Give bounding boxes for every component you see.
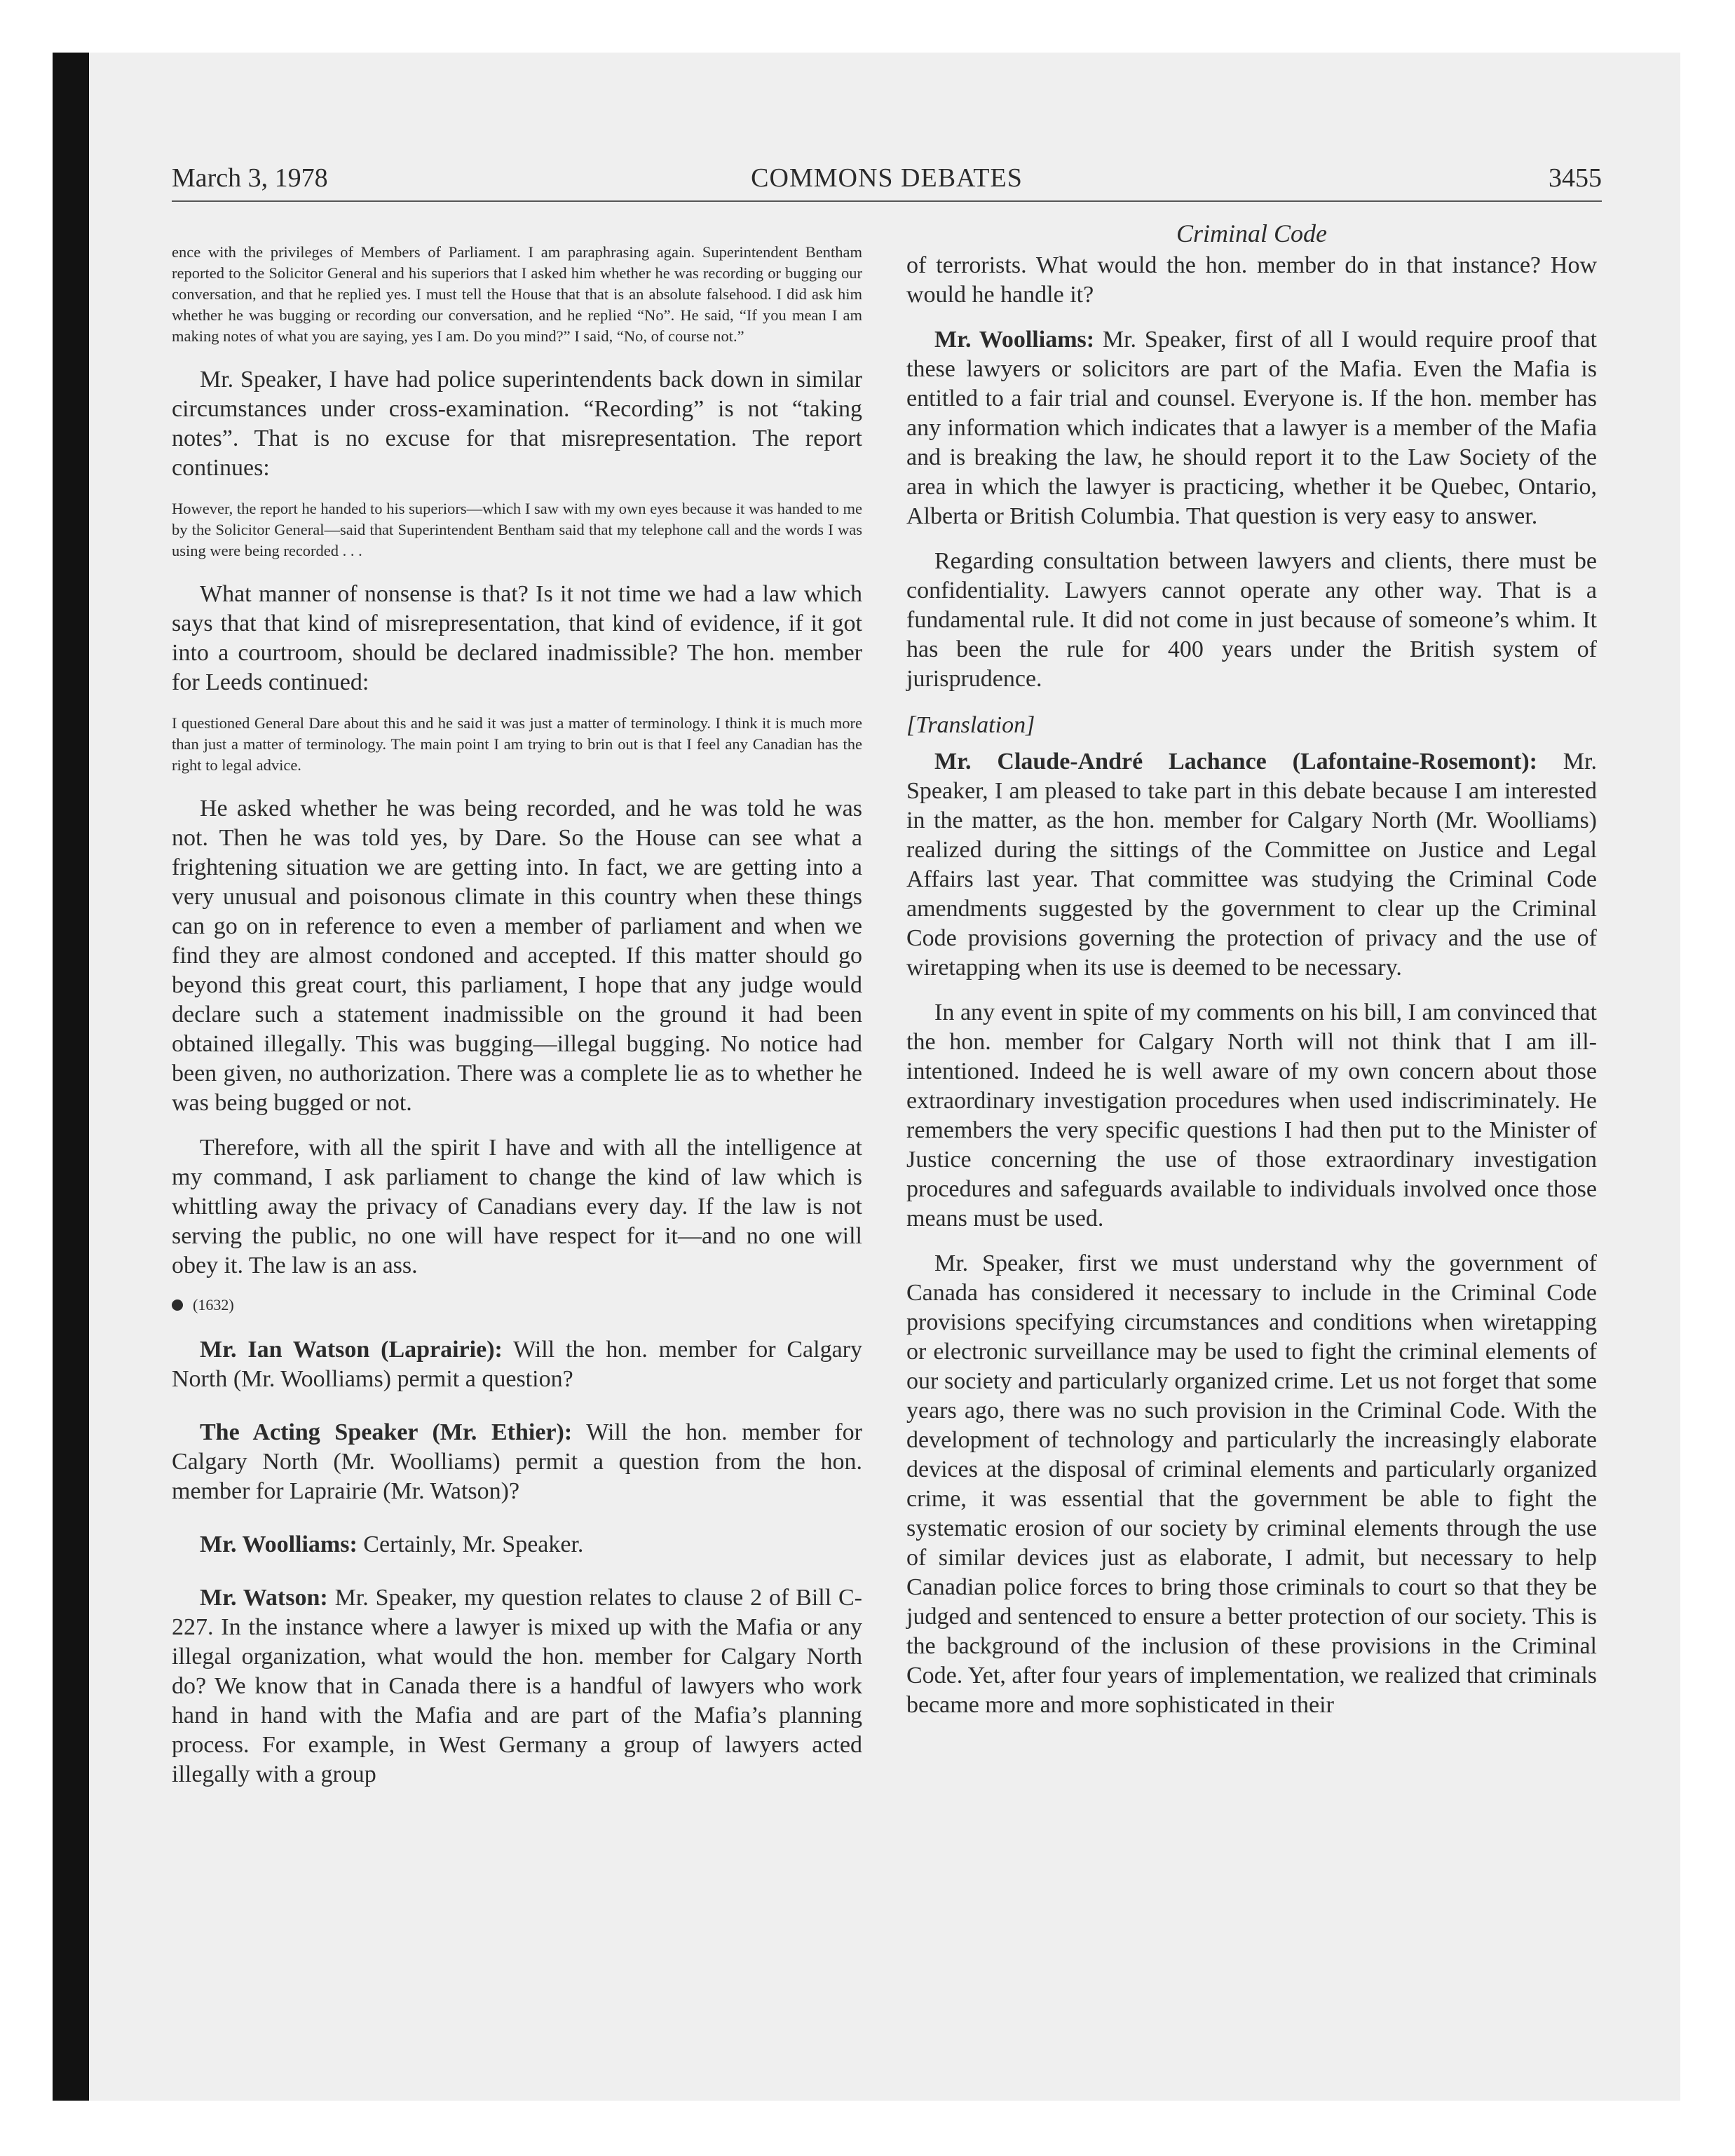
speaker-name: Mr. Watson:	[200, 1585, 328, 1611]
speech-text: Mr. Speaker, my question relates to clause 2 of Bill C-227. In the instance where a lawyer is mixed up with the Mafia or any illegal organization, what would the hon. member for Calgary North do? We know that in Canada there is a handful of lawyers who work hand in hand with the Mafia and are part of the Mafia’s planning process. For example, in West Germany a group of lawyers acted illegally with a group	[172, 1585, 863, 1787]
paragraph: Mr. Speaker, I have had police superintendents back down in similar circumstances under cross-examination. “Recording” is not “taking notes”. That is no excuse for that misrepresentation. The report continues:	[172, 367, 862, 481]
header-rule	[172, 200, 1602, 202]
quotation: However, the report he handed to his superiors—which I saw with my own eyes because it was handed to me by the Solicitor General—said that Superintendent Bentham said that my telephone call and the words I was using were being recorded . . .	[172, 500, 862, 559]
speech-text: Certainly, Mr. Speaker.	[357, 1531, 584, 1557]
speech-text: Will the hon. member for Calgary North (Mr. Woolliams) permit a question from the hon. member for Laprairie (Mr. Watson)?	[172, 1419, 862, 1504]
header-date: March 3, 1978	[172, 163, 328, 193]
speech-text: Will the hon. member for Calgary North (Mr. Woolliams) permit a question?	[172, 1337, 862, 1392]
speech-paragraph	[172, 1418, 862, 1506]
speaker-name: Mr. Woolliams:	[200, 1531, 358, 1557]
bullet-icon	[172, 1299, 183, 1311]
left-column	[172, 242, 862, 2071]
paragraph: Regarding consultation between lawyers and clients, there must be confidentiality. Lawyers cannot operate any other way. That is a fundamental rule. It did not come in just because of someone’s whim. It has been the rule for 400 years under the British system of jurisprudence.	[906, 548, 1597, 692]
paragraph: He asked whether he was being recorded, and he was told he was not. Then he was told yes, by Dare. So the House can see what a frightening situation we are getting into. In fact, we are getting into a very unusual and poisonous climate in this country when these things can go on in reference to even a member of parliament and when we find they are almost condoned and accepted. If this matter should go beyond this great court, this parliament, I hope that any judge would declare such a statement inadmissible on the ground it had been obtained illegally. This was bugging—illegal bugging. No notice had been given, no authorization. There was a complete lie as to whether he was being bugged or not.	[172, 796, 862, 1116]
quotation: I questioned General Dare about this and he said it was just a matter of terminology. I think it is much more than just a matter of terminology. The main point I am trying to brin out is that I feel any Canadian has the right to legal advice.	[172, 714, 862, 774]
time-marker	[172, 1296, 862, 1314]
paragraph: In any event in spite of my comments on his bill, I am convinced that the hon. member for Calgary North will not think that I am ill-intentioned. Indeed he is well aware of my own concern about those extraordinary investigation procedures when used indiscriminately. He remembers the very specific questions I had then put to the Minister of Justice concerning the use of those extraordinary investigation procedures and safeguards available to individuals involved once those means must be used.	[906, 999, 1597, 1231]
speech-paragraph	[172, 1583, 862, 1789]
translation-marker: [Translation]	[906, 712, 1035, 738]
paragraph: Therefore, with all the spirit I have and with all the intelligence at my command, I ask parliament to change the kind of law which is whittling away the privacy of Canadians every day. If the law is not serving the public, no one will have respect for it—and no one will obey it. The law is an ass.	[172, 1135, 862, 1278]
speech-paragraph	[906, 747, 1597, 983]
time-label: (1632)	[193, 1296, 234, 1314]
speaker-name: The Acting Speaker (Mr. Ethier):	[200, 1419, 573, 1445]
quotation: ence with the privileges of Members of Parliament. I am paraphrasing again. Superintendent Bentham reported to the Solicitor General and his superiors that I asked him whether he was recording or bugging our conversation, and that he replied yes. I must tell the House that that is an absolute falsehood. I did ask him whether he was bugging or recording our conversation, and he replied “No”. He said, “If you mean I am making notes of what you are saying, yes I am. Do you mind?” I said, “No, of course not.”	[172, 243, 862, 345]
right-column	[906, 219, 1597, 2048]
speech-text: Mr. Speaker, I am pleased to take part in this debate because I am interested in the matter, as the hon. member for Calgary North (Mr. Woolliams) realized during the sittings of the Committee on Justice and Legal Affairs last year. That committee was studying the Criminal Code amendments suggested by the government to clear up the Criminal Code provisions governing the protection of privacy and the use of wiretapping when its use is deemed to be necessary.	[906, 749, 1597, 981]
paragraph: Mr. Speaker, first we must understand why the government of Canada has considered it necessary to include in the Criminal Code provisions specifying circumstances and conditions when wiretapping or electronic surveillance may be used to fight the criminal elements of our society and particularly organized crime. Let us not forget that some years ago, there was no such provision in the Criminal Code. With the development of technology and particularly the increasingly elaborate devices at the disposal of criminal elements and particularly organized crime, it was essential that the government be able to fight the systematic erosion of our society by criminal elements through the use of similar devices just as elaborate, I admit, but necessary to help Canadian police forces to bring those criminals to court so that they be judged and sentenced to ensure a better protection of our society. This is the background of the inclusion of these provisions in the Criminal Code. Yet, after four years of implementation, we realized that criminals became more and more sophisticated in their	[906, 1250, 1597, 1718]
paragraph: of terrorists. What would the hon. member do in that instance? How would he handle it?	[906, 252, 1597, 308]
speech-text: Mr. Speaker, first of all I would require proof that these lawyers or solicitors are part of the Mafia. Even the Mafia is entitled to a fair trial and counsel. Everyone is. If the hon. member has any information which indicates that a lawyer is a member of the Mafia and is breaking the law, he should report it to the Law Society of the area in which the lawyer is practicing, whether it be Quebec, Ontario, Alberta or British Columbia. That question is very easy to answer.	[906, 327, 1597, 529]
speech-paragraph	[172, 1530, 862, 1560]
page-header	[172, 163, 1602, 202]
speaker-name: Mr. Woolliams:	[934, 327, 1095, 353]
scan-edge	[53, 53, 89, 2101]
speech-paragraph	[172, 1335, 862, 1394]
speaker-name: Mr. Ian Watson (Laprairie):	[200, 1337, 503, 1363]
paragraph: What manner of nonsense is that? Is it not time we had a law which says that that kind of misrepresentation, that kind of evidence, if it got into a courtroom, should be declared inadmissible? The hon. member for Leeds continued:	[172, 581, 862, 695]
header-page-number: 3455	[1549, 163, 1602, 193]
section-heading: Criminal Code	[1176, 219, 1327, 247]
speaker-name: Mr. Claude-André Lachance (Lafontaine-Rosemont):	[934, 749, 1537, 775]
header-title: COMMONS DEBATES	[751, 163, 1023, 193]
speech-paragraph	[906, 325, 1597, 531]
